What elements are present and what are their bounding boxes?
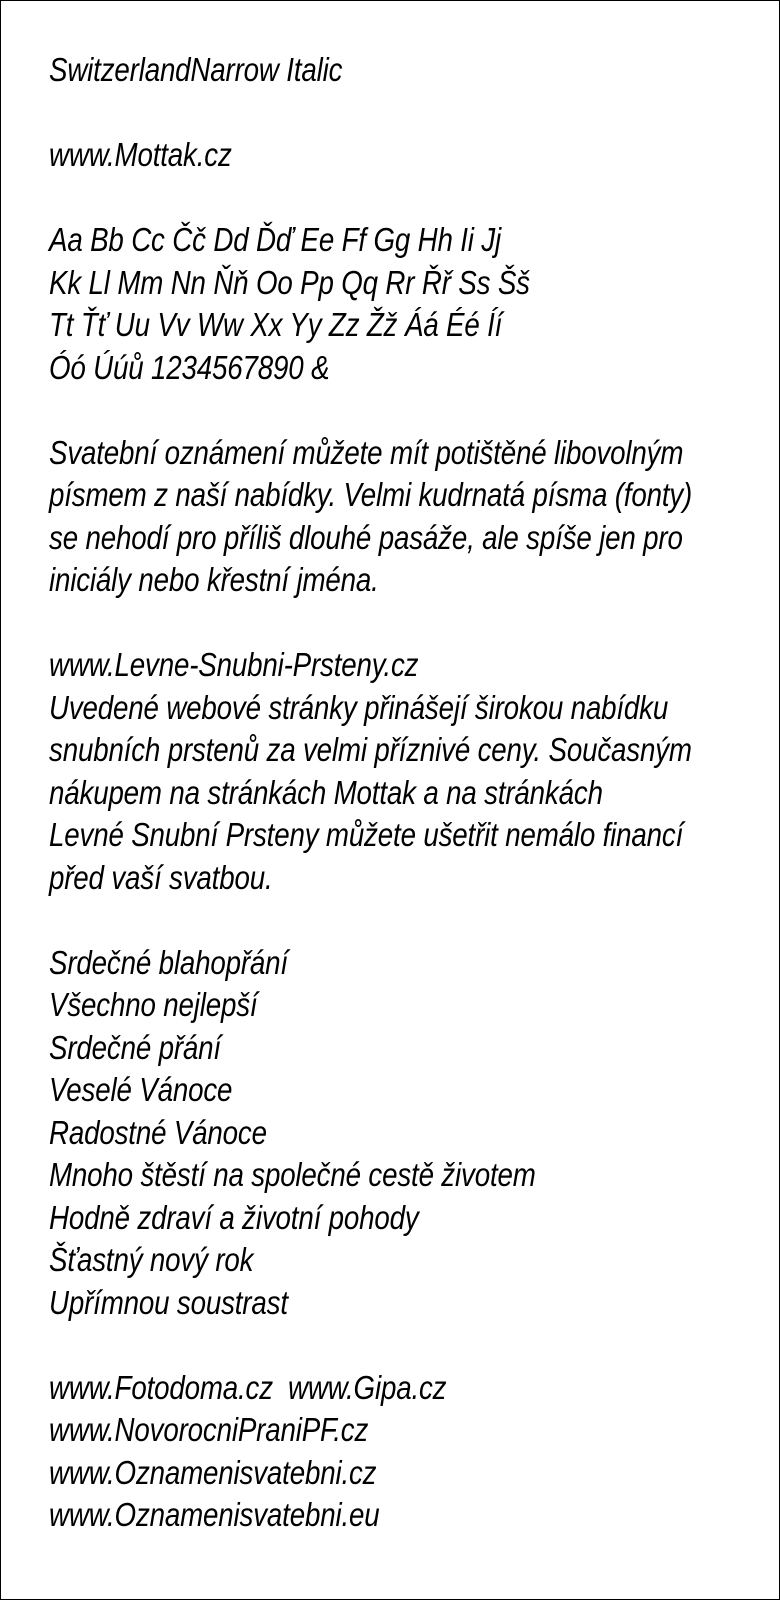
alphabet-block (49, 219, 771, 389)
alphabet-line: Aa Bb Cc Čč Dd Ďď Ee Ff Gg Hh Ii Jj (49, 221, 502, 258)
link-line: www.Oznamenisvatebni.cz (49, 1453, 377, 1491)
spacer (49, 602, 771, 645)
greeting-item: Šťastný nový rok (49, 1241, 254, 1278)
spacer (49, 1324, 771, 1367)
spacer (49, 177, 771, 220)
link-line: www.Fotodoma.cz www.Gipa.cz (49, 1368, 447, 1406)
greetings-list (49, 942, 771, 1325)
greeting-item: Hodně zdraví a životní pohody (49, 1198, 419, 1236)
greeting-item: Upřímnou soustrast (49, 1283, 288, 1321)
sample-content (49, 49, 771, 1537)
site-link-mottak: www.Mottak.cz (49, 136, 232, 173)
paragraph-line: Uvedené webové stránky přinášejí širokou nabídku (49, 688, 669, 726)
spacer (49, 899, 771, 942)
font-title: SwitzerlandNarrow Italic (49, 51, 343, 88)
greeting-item: Radostné Vánoce (49, 1113, 267, 1151)
paragraph-line: nákupem na stránkách Mottak a na stránkách (49, 773, 603, 811)
paragraph-wedding-rings (49, 644, 771, 899)
paragraph-line: před vaší svatbou. (49, 858, 273, 896)
spacer (49, 389, 771, 432)
paragraph-line: Svatební oznámení můžete mít potištěné libovolným (49, 433, 684, 471)
alphabet-line: Tt Ťť Uu Vv Ww Xx Yy Zz Žž Áá Éé Íí (49, 306, 503, 343)
paragraph-line: snubních prstenů za velmi příznivé ceny. Současným (49, 731, 692, 768)
link-line: www.NovorocniPraniPF.cz (49, 1411, 369, 1448)
paragraph-line: iniciály nebo křestní jména. (49, 561, 379, 598)
links-list (49, 1367, 771, 1537)
greeting-item: Všechno nejlepší (49, 986, 258, 1023)
alphabet-line: Kk Ll Mm Nn Ňň Oo Pp Qq Rr Řř Ss Šš (49, 263, 530, 301)
paragraph-wedding-announcements (49, 432, 771, 602)
paragraph-line: Levné Snubní Prsteny můžete ušetřit nemálo financí (49, 816, 684, 853)
alphabet-line: Óó Úúů 1234567890 & (49, 348, 330, 386)
greeting-item: Veselé Vánoce (49, 1071, 233, 1108)
paragraph-line: se nehodí pro příliš dlouhé pasáže, ale spíše jen pro (49, 518, 683, 556)
greeting-item: Mnoho štěstí na společné cestě životem (49, 1156, 536, 1193)
link-line: www.Oznamenisvatebni.eu (49, 1496, 380, 1533)
paragraph-line: písmem z naší nabídky. Velmi kudrnatá písma (fonty) (49, 476, 693, 513)
paragraph-line: www.Levne-Snubni-Prsteny.cz (49, 646, 419, 683)
greeting-item: Srdečné blahopřání (49, 943, 288, 981)
greeting-item: Srdečné přání (49, 1028, 221, 1066)
spacer (49, 92, 771, 135)
